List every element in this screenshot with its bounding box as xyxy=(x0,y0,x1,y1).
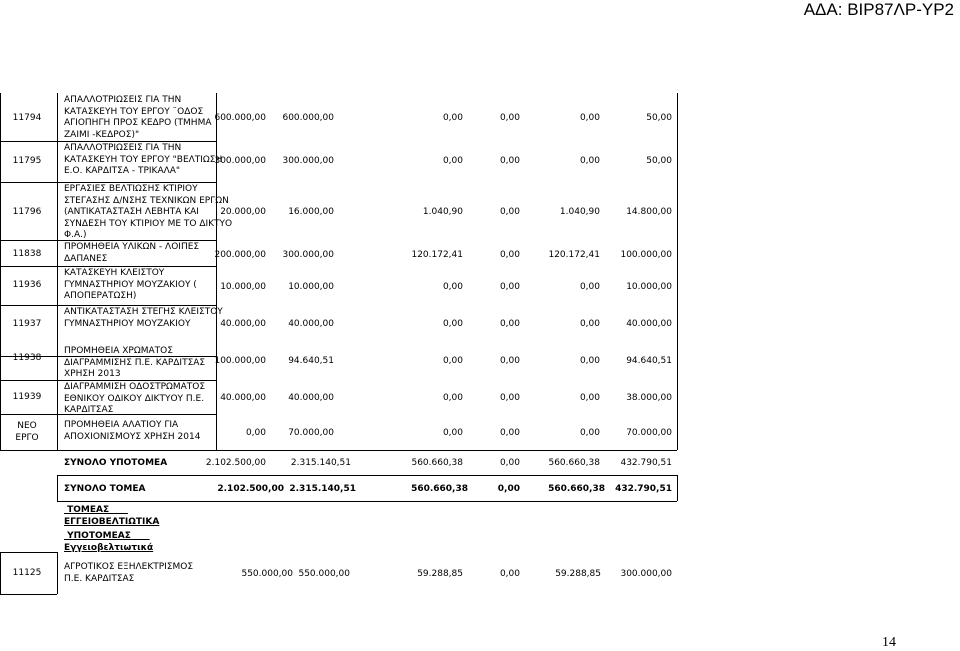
cell-value: 0,00 xyxy=(442,113,463,123)
row-description: ΑΠΑΛΛΟΤΡΙΩΣΕΙΣ ΓΙΑ ΤΗΝ ΚΑΤΑΣΚΕΥΗ ΤΟΥ ΕΡΓΟΥ "ΒΕΛΤΙΩΣΗ Ε.Ο. ΚΑΡΔΙΤΣΑ - ΤΡΙΚΑΛΑ" xyxy=(64,143,223,176)
subsector-name: Εγγειοβελτιωτικά xyxy=(64,543,154,553)
cell-value: 600.000,00 xyxy=(214,113,266,123)
cell-value: 0,00 xyxy=(442,428,463,438)
row-code: 11838 xyxy=(12,249,42,259)
cell-value: 40.000,00 xyxy=(220,393,266,403)
cell-value: 300.000,00 xyxy=(214,156,266,166)
row-description: ΔΙΑΓΡΑΜΜΙΣΗ ΟΔΟΣΤΡΩΜΑΤΟΣ ΕΘΝΙΚΟΥ ΟΔΙΚΟΥ ΔΙΚΤΥΟΥ Π.Ε. ΚΑΡΔΙΤΣΑΣ xyxy=(64,382,206,415)
cell-value: 2.315.140,51 xyxy=(290,458,351,468)
cell-value: 600.000,00 xyxy=(282,113,334,123)
cell-value: 50,00 xyxy=(646,156,672,166)
cell-value: 300.000,00 xyxy=(282,250,334,260)
cell-value: 0,00 xyxy=(499,356,520,366)
cell-value: 550.000,00 xyxy=(241,569,293,579)
cell-value: 432.790,51 xyxy=(620,458,672,468)
page-number: 14 xyxy=(882,635,896,650)
row-code: ΝΕΟ ΕΡΓΟ xyxy=(15,421,39,443)
cell-value: 0,00 xyxy=(579,428,600,438)
cell-value: 300.000,00 xyxy=(282,156,334,166)
cell-value: 0,00 xyxy=(499,113,520,123)
cell-value: 59.288,85 xyxy=(417,569,463,579)
cell-value: 0,00 xyxy=(499,156,520,166)
cell-value: 560.660,38 xyxy=(548,484,605,494)
sector-name: ΕΓΓΕΙΟΒΕΛΤΙΩΤΙΚΑ xyxy=(64,517,160,527)
cell-value: 94.640,51 xyxy=(288,356,334,366)
ada-header: ΑΔΑ: ΒΙΡ87ΛΡ-ΥΡ2 xyxy=(803,0,954,19)
cell-value: 94.640,51 xyxy=(626,356,672,366)
cell-value: 0,00 xyxy=(442,156,463,166)
subsector-label: ΥΠΟΤΟΜΕΑΣ xyxy=(64,531,150,541)
cell-value: 432.790,51 xyxy=(615,484,672,494)
cell-value: 0,00 xyxy=(499,282,520,292)
cell-value: 40.000,00 xyxy=(220,319,266,329)
cell-value: 560.660,38 xyxy=(548,458,600,468)
cell-value: 0,00 xyxy=(499,569,520,579)
total-label: ΣΥΝΟΛΟ ΤΟΜΕΑ xyxy=(64,484,146,494)
cell-value: 0,00 xyxy=(579,393,600,403)
cell-value: 38.000,00 xyxy=(626,393,672,403)
row-code: 11937 xyxy=(12,319,42,329)
cell-value: 70.000,00 xyxy=(626,428,672,438)
row-description: ΕΡΓΑΣΙΕΣ ΒΕΛΤΙΩΣΗΣ ΚΤΙΡΙΟΥ ΣΤΕΓΑΣΗΣ Δ/ΝΣΗΣ ΤΕΧΝΙΚΩΝ ΕΡΓΩΝ (ΑΝΤΙΚΑΤΑΣΤΑΣΗ ΛΕΒΗΤΑ ΚΑΙ ΣΥΝΔΕΣΗ ΤΟΥ ΚΤΙΡΙΟΥ ΜΕ ΤΟ ΔΙΚΤΥΟ Φ.Α.) xyxy=(64,184,233,240)
cell-value: 0,00 xyxy=(499,393,520,403)
cell-value: 0,00 xyxy=(579,156,600,166)
row-description: ΑΝΤΙΚΑΤΑΣΤΑΣΗ ΣΤΕΓΗΣ ΚΛΕΙΣΤΟΥ ΓΥΜΝΑΣΤΗΡΙΟΥ ΜΟΥΖΑΚΙΟΥ xyxy=(64,307,223,329)
cell-value: 2.315.140,51 xyxy=(289,484,356,494)
row-code: 11795 xyxy=(12,156,42,166)
cell-value: 120.172,41 xyxy=(411,250,463,260)
cell-value: 550.000,00 xyxy=(298,569,350,579)
cell-value: 0,00 xyxy=(579,282,600,292)
cell-value: 0,00 xyxy=(499,458,520,468)
cell-value: 70.000,00 xyxy=(288,428,334,438)
cell-value: 2.102.500,00 xyxy=(217,484,284,494)
row-description: ΑΠΑΛΛΟΤΡΙΩΣΕΙΣ ΓΙΑ ΤΗΝ ΚΑΤΑΣΚΕΥΗ ΤΟΥ ΕΡΓΟΥ ¨ΟΔΟΣ ΑΓΙΟΠΗΓΗ ΠΡΟΣ ΚΕΔΡΟ (ΤΜΗΜΑ ΖΑΙΜΙ -ΚΕΔΡΟΣ)" xyxy=(64,95,212,140)
sector-label: ΤΟΜΕΑΣ xyxy=(64,505,128,515)
cell-value: 20.000,00 xyxy=(220,207,266,217)
cell-value: 1.040,90 xyxy=(559,207,600,217)
cell-value: 0,00 xyxy=(442,393,463,403)
cell-value: 40.000,00 xyxy=(626,319,672,329)
row-code: 11938 xyxy=(12,353,42,363)
cell-value: 50,00 xyxy=(646,113,672,123)
cell-value: 120.172,41 xyxy=(548,250,600,260)
cell-value: 16.000,00 xyxy=(288,207,334,217)
cell-value: 0,00 xyxy=(499,250,520,260)
row-code: 11939 xyxy=(12,392,42,402)
cell-value: 0,00 xyxy=(579,113,600,123)
row-code: 11794 xyxy=(12,113,42,123)
row-code: 11796 xyxy=(12,207,42,217)
row-description: ΠΡΟΜΗΘΕΙΑ ΥΛΙΚΩΝ - ΛΟΙΠΕΣ ΔΑΠΑΝΕΣ xyxy=(64,242,200,264)
cell-value: 59.288,85 xyxy=(555,569,601,579)
row-code: 11125 xyxy=(12,568,42,578)
cell-value: 0,00 xyxy=(442,356,463,366)
row-description: ΑΓΡΟΤΙΚΟΣ ΕΞΗΛΕΚΤΡΙΣΜΟΣ Π.Ε. ΚΑΡΔΙΤΣΑΣ xyxy=(64,562,194,584)
cell-value: 10.000,00 xyxy=(626,282,672,292)
cell-value: 560.660,38 xyxy=(411,458,463,468)
row-description: ΠΡΟΜΗΘΕΙΑ ΑΛΑΤΙΟΥ ΓΙΑ ΑΠΟΧΙΟΝΙΣΜΟΥΣ ΧΡΗΣΗ 2014 xyxy=(64,420,201,442)
cell-value: 10.000,00 xyxy=(288,282,334,292)
cell-value: 14.800,00 xyxy=(626,207,672,217)
cell-value: 0,00 xyxy=(499,319,520,329)
cell-value: 0,00 xyxy=(245,428,266,438)
cell-value: 0,00 xyxy=(442,319,463,329)
cell-value: 100.000,00 xyxy=(620,250,672,260)
cell-value: 0,00 xyxy=(579,319,600,329)
cell-value: 40.000,00 xyxy=(288,393,334,403)
subtotal-label: ΣΥΝΟΛΟ ΥΠΟΤΟΜΕΑ xyxy=(64,458,168,468)
row-description: ΠΡΟΜΗΘΕΙΑ ΧΡΩΜΑΤΟΣ ΔΙΑΓΡΑΜΜΙΣΗΣ Π.Ε. ΚΑΡΔΙΤΣΑΣ ΧΡΗΣΗ 2013 xyxy=(64,346,206,379)
cell-value: 0,00 xyxy=(579,356,600,366)
cell-value: 0,00 xyxy=(442,282,463,292)
cell-value: 0,00 xyxy=(499,428,520,438)
cell-value: 100.000,00 xyxy=(214,356,266,366)
cell-value: 10.000,00 xyxy=(220,282,266,292)
row-code: 11936 xyxy=(12,280,42,290)
cell-value: 560.660,38 xyxy=(411,484,468,494)
row-description: ΚΑΤΑΣΚΕΥΗ ΚΛΕΙΣΤΟΥ ΓΥΜΝΑΣΤΗΡΙΟΥ ΜΟΥΖΑΚΙΟΥ ( ΑΠΟΠΕΡΑΤΩΣΗ) xyxy=(64,268,197,301)
cell-value: 40.000,00 xyxy=(288,319,334,329)
cell-value: 2.102.500,00 xyxy=(205,458,266,468)
cell-value: 0,00 xyxy=(497,484,520,494)
cell-value: 300.000,00 xyxy=(620,569,672,579)
cell-value: 200.000,00 xyxy=(214,250,266,260)
cell-value: 1.040,90 xyxy=(422,207,463,217)
cell-value: 0,00 xyxy=(499,207,520,217)
